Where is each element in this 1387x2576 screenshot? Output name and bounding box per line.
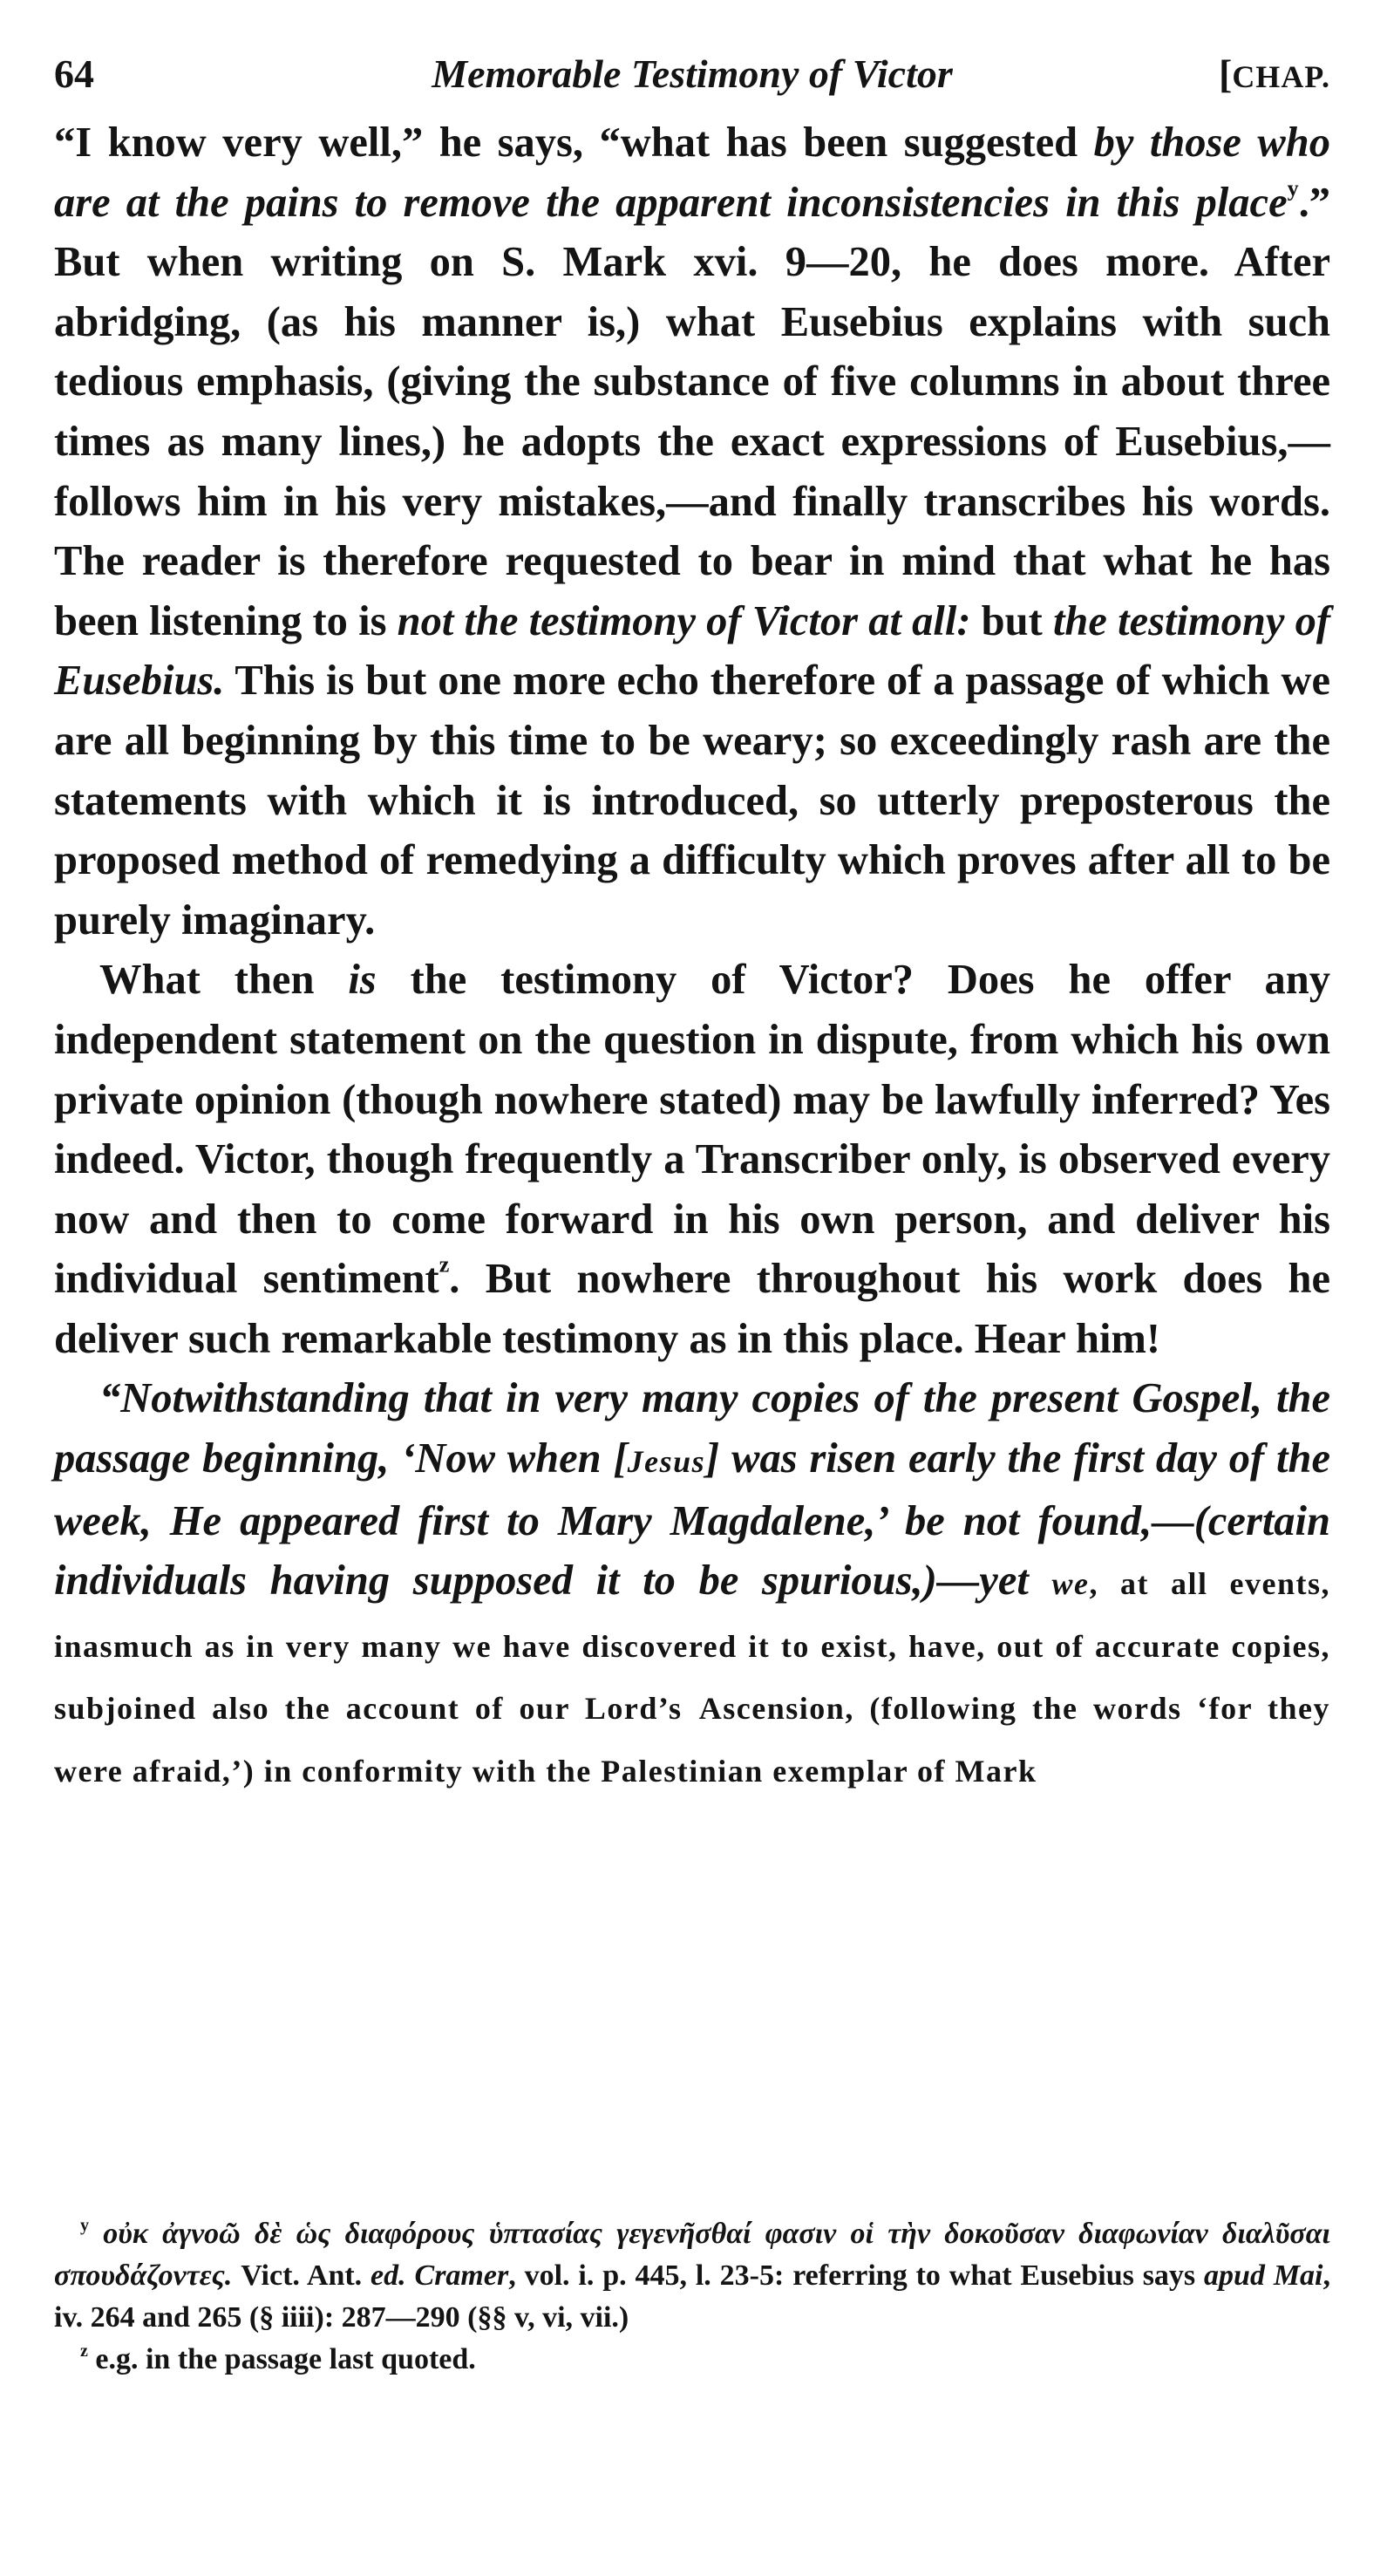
paragraph-1	[54, 113, 1330, 951]
small-caps-run: , (following the words ‘for they were afraid,’) in conformity with the	[54, 1691, 1331, 1789]
text-run: This is but one more echo therefore of a passage of which we are all beginning by this time to be weary; so exceedingly rash are the statements with which it is introduced, so utterly preposterous the proposed method of remedying a difficulty which proves after all to be purely imaginary.	[54, 658, 1330, 944]
italic-run: ed.	[371, 2259, 406, 2292]
text-run: .” But when writing on S. Mark xvi. 9—20, he does more. After abridging, (as his manner is,) what Eusebius explains with such tedious emphasis, (giving the substance of five columns in about three times as many lines,) he adopts the exact expressions of Eusebius,—follows him in his very mistakes,—and finally transcribes his words. The reader is therefore requested to bear in mind that what he has been listening to is	[54, 179, 1330, 644]
footnotes	[54, 2213, 1330, 2381]
footnote-marker: z	[80, 2341, 88, 2361]
page-number: 64	[54, 51, 94, 96]
italic-run: Cramer	[414, 2259, 509, 2292]
capital-run: Ascension	[698, 1691, 846, 1727]
small-caps-run: exemplar of	[763, 1754, 955, 1789]
chapter-abbrev: CHAP.	[1232, 59, 1330, 94]
footnote-z	[54, 2339, 1330, 2381]
running-title: Memorable Testimony of Victor	[432, 51, 953, 96]
book-page	[54, 35, 1330, 1802]
italic-run: the testimony of Eusebius.	[54, 597, 1330, 705]
small-caps-run: Jesus	[627, 1444, 706, 1480]
text-run: “I know very well,” he says, “what has been suggested	[54, 119, 1094, 166]
text-run: , iv. 264 and 265 (§ iiii): 287—290 (§§ v, vi, vii.)	[54, 2259, 1331, 2334]
text-run: . But nowhere throughout his work does he deliver such remarkable testimony as in this place. Hear him!	[54, 1256, 1330, 1362]
text-run: but	[970, 597, 1053, 644]
running-header	[54, 35, 1330, 113]
small-caps-run: , at all events, inasmuch as in very many we have discovered it to exist, have, out of accurate copies, subjoined also the account of our	[54, 1566, 1330, 1727]
text-run: What then	[99, 957, 349, 1004]
body-text	[54, 113, 1330, 1802]
greek-text: οὐκ ἀγνοῶ δὲ ὡς διαφόρους ὑπτασίας γεγενῆσθαί φασιν οἱ τὴν δοκοῦσαν διαφωνίαν διαλῦσαι σπουδάζοντες.	[54, 2218, 1330, 2292]
capital-run: Palestinian	[601, 1754, 764, 1789]
italic-run: “Notwithstanding that in very many copies of the present Gospel, the passage beginning, ‘Now when [	[54, 1375, 1330, 1482]
footnote-marker: y	[80, 2216, 89, 2235]
footnote-ref-y: y	[1287, 175, 1299, 201]
capital-run: Lord’s	[584, 1691, 683, 1727]
text-run: Vict. Ant.	[232, 2259, 371, 2292]
italic-run: not the testimony of Victor at all:	[397, 597, 971, 644]
italic-run: by those who are at the pains to remove the apparent inconsistencies in this place	[54, 119, 1331, 226]
text-run: the testimony of Victor? Does he offer any independent statement on the question in dispute, from which his own private opinion (though nowhere stated) may be lawfully inferred? Yes indeed. Victor, though frequently a Transcriber only, is observed every now and then to come forward in his own person, and deliver his individual sentiment	[54, 957, 1330, 1303]
italic-run: ] was risen early the first day of the week, He appeared first to Mary Magdalene,’ be not found,—(certain individuals having supposed it to be spurious,)—yet	[54, 1435, 1330, 1605]
chapter-bracket: [	[1218, 51, 1233, 96]
small-caps-run: we	[1051, 1566, 1090, 1602]
footnote-y	[54, 2213, 1330, 2339]
text-run	[683, 1682, 699, 1728]
paragraph-2	[54, 951, 1330, 1369]
italic-run: is	[348, 957, 377, 1004]
chapter-label	[1219, 35, 1330, 116]
footnote-ref-z: z	[439, 1251, 450, 1278]
victor-quotation	[54, 1369, 1330, 1801]
text-run: , vol. i. p. 445, l. 23-5: referring to what Eusebius says	[508, 2259, 1205, 2292]
italic-run: apud Mai	[1204, 2259, 1323, 2292]
capital-run: Mark	[955, 1754, 1037, 1789]
text-run	[406, 2259, 415, 2292]
text-run: e.g. in the passage last quoted.	[87, 2343, 476, 2375]
